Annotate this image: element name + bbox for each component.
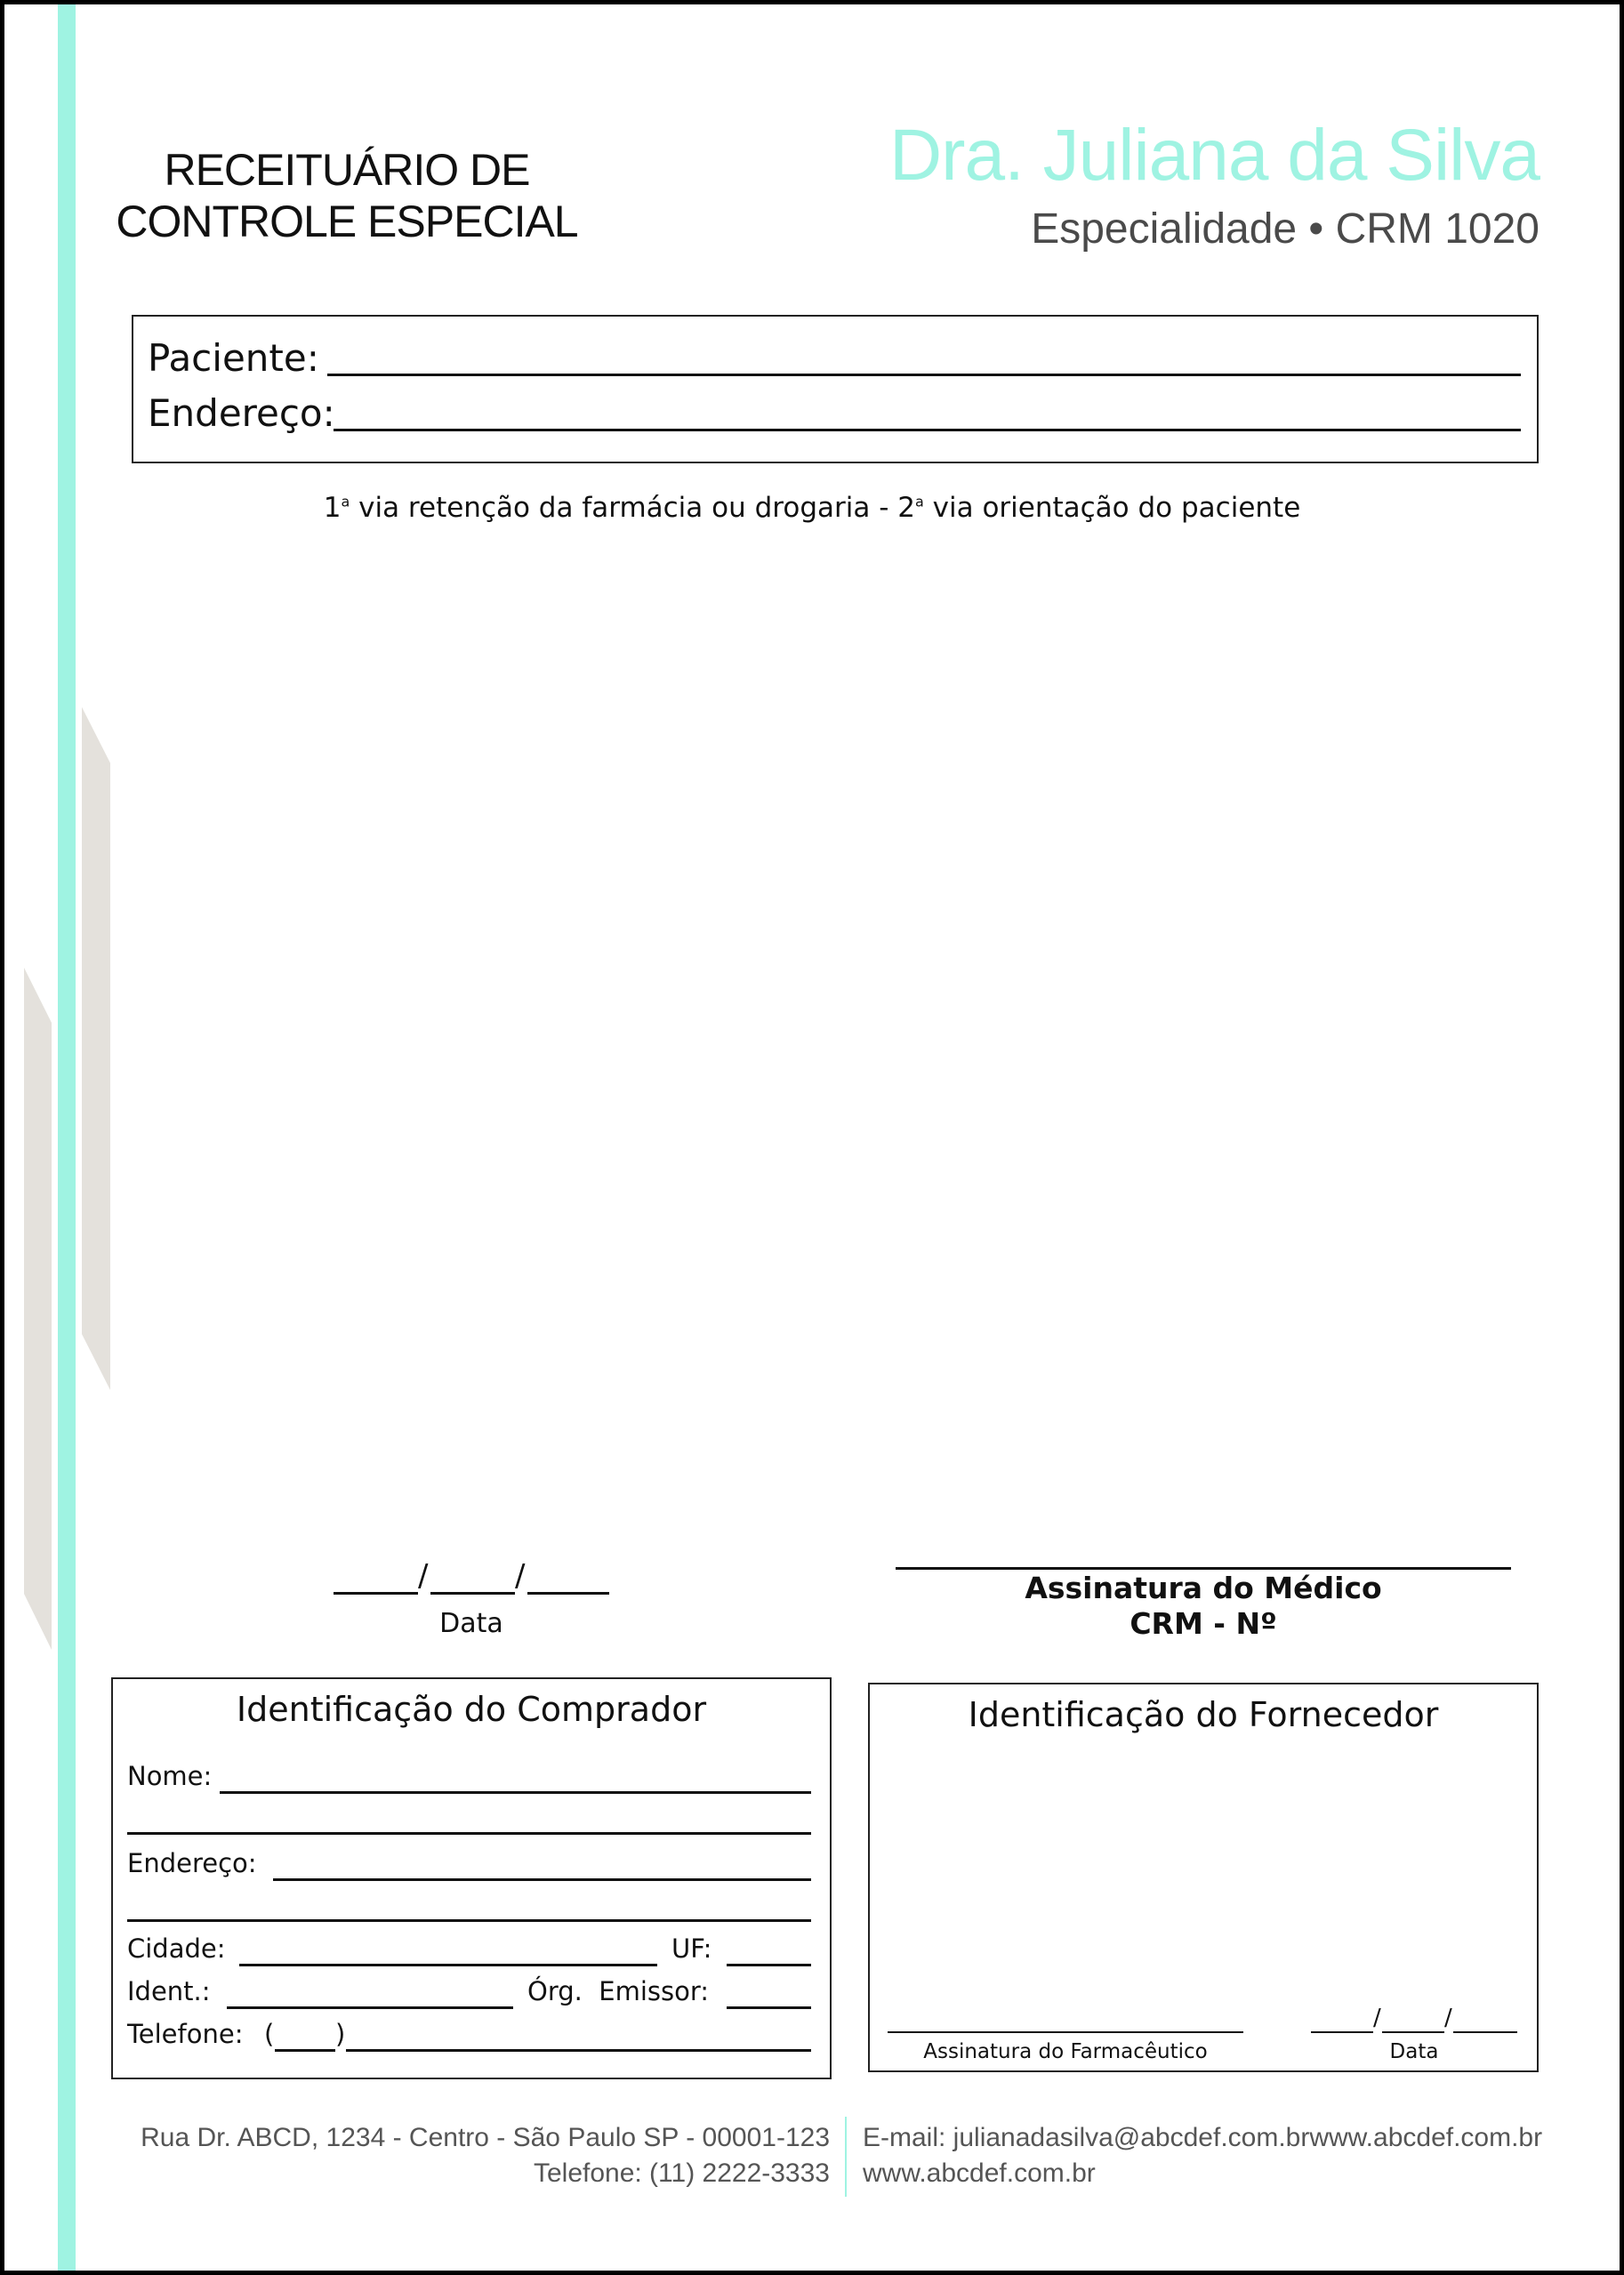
vias-text-1: via retenção da farmácia ou drogaria - 2 <box>350 492 915 524</box>
buyer-title: Identificação do Comprador <box>236 1690 707 1729</box>
footer-phone: Telefone: (11) 2222-3333 <box>533 2158 830 2188</box>
vias-sup-2: a <box>914 493 924 510</box>
buyer-ident-line[interactable] <box>227 2006 513 2009</box>
buyer-address-label: Endereço: <box>127 1848 257 1878</box>
date-month-line[interactable] <box>430 1592 515 1595</box>
doctor-signature-line[interactable] <box>896 1567 1511 1570</box>
patient-line[interactable] <box>327 374 1521 376</box>
buyer-phone-paren-close: ) <box>335 2019 346 2049</box>
doctor-signature-label: Assinatura do Médico <box>1025 1571 1382 1605</box>
supplier-date-slash-1: / <box>1373 2005 1381 2031</box>
buyer-city-label: Cidade: <box>127 1933 226 1964</box>
buyer-issuer-label: Órg. Emissor: <box>527 1976 710 2006</box>
title-line-1: RECEITUÁRIO DE <box>164 145 530 195</box>
buyer-uf-label: UF: <box>671 1933 712 1964</box>
deco-chevron-right <box>82 707 110 1390</box>
deco-chevron-left <box>24 968 52 1650</box>
date-slash-1: / <box>418 1558 429 1594</box>
patient-box <box>132 315 1539 463</box>
buyer-phone-label: Telefone: <box>127 2019 244 2049</box>
patient-label: Paciente: <box>148 336 319 380</box>
footer-separator <box>845 2117 847 2197</box>
buyer-ident-label: Ident.: <box>127 1976 211 2006</box>
doctor-name: Dra. Juliana da Silva <box>888 115 1540 196</box>
buyer-phone-line[interactable] <box>346 2049 811 2052</box>
date-label: Data <box>439 1608 503 1639</box>
buyer-phone-area-line[interactable] <box>275 2049 335 2052</box>
document-title <box>107 144 587 247</box>
buyer-name-line[interactable] <box>220 1791 811 1794</box>
date-day-line[interactable] <box>334 1592 418 1595</box>
supplier-date-year-line[interactable] <box>1453 2031 1517 2033</box>
supplier-title: Identificação do Fornecedor <box>968 1695 1439 1734</box>
address-label: Endereço: <box>148 391 335 435</box>
buyer-address-line-2[interactable] <box>127 1919 811 1922</box>
accent-vertical-bar <box>58 4 76 2271</box>
title-line-2: CONTROLE ESPECIAL <box>116 197 578 246</box>
vias-first-num: 1 <box>323 492 342 524</box>
buyer-issuer-line[interactable] <box>727 2006 811 2009</box>
date-slash-2: / <box>515 1558 526 1594</box>
buyer-name-label: Nome: <box>127 1761 213 1791</box>
vias-note <box>0 492 1624 524</box>
date-year-line[interactable] <box>527 1592 609 1595</box>
pharmacist-signature-line[interactable] <box>888 2031 1243 2033</box>
vias-text-2: via orientação do paciente <box>923 492 1301 524</box>
buyer-uf-line[interactable] <box>727 1964 811 1966</box>
supplier-box <box>868 1683 1539 2072</box>
crm-label: CRM - Nº <box>1130 1606 1277 1641</box>
supplier-date-slash-2: / <box>1444 2005 1452 2031</box>
address-line[interactable] <box>334 429 1521 431</box>
doctor-specialty: Especialidade • CRM 1020 <box>1031 205 1540 253</box>
footer-website[interactable]: www.abcdef.com.br <box>863 2158 1096 2188</box>
vias-sup-1: a <box>341 493 350 510</box>
footer-email[interactable]: E-mail: julianadasilva@abcdef.com.brwww.abcdef.com.br <box>863 2123 1543 2152</box>
pharmacist-signature-label: Assinatura do Farmacêutico <box>923 2040 1208 2063</box>
buyer-address-line[interactable] <box>273 1878 811 1881</box>
footer-address: Rua Dr. ABCD, 1234 - Centro - São Paulo SP - 00001-123 <box>141 2123 830 2152</box>
supplier-date-day-line[interactable] <box>1311 2031 1373 2033</box>
buyer-name-line-2[interactable] <box>127 1832 811 1835</box>
buyer-city-line[interactable] <box>239 1964 657 1966</box>
supplier-date-label: Data <box>1389 2040 1439 2063</box>
buyer-phone-paren-open: ( <box>264 2019 275 2049</box>
supplier-date-month-line[interactable] <box>1382 2031 1444 2033</box>
buyer-box <box>111 1677 832 2079</box>
